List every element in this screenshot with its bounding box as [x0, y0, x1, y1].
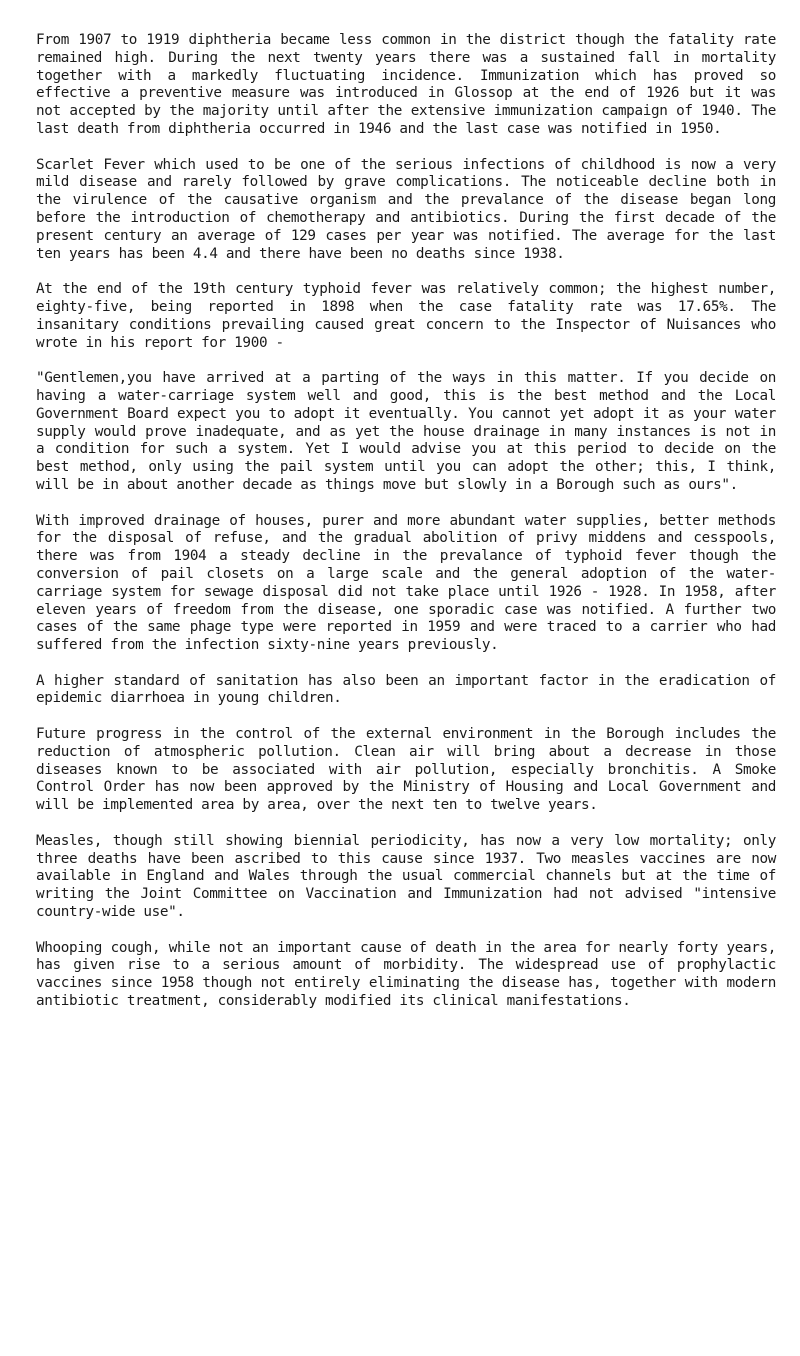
document-page	[36, 32, 776, 1029]
paragraph-drainage: With improved drainage of houses, purer and more abundant water supplies, better methods for the disposal of refuse, and the gradual abolition of privy middens and cesspools, there was from 1904 a steady decline in the prevalance of typhoid fever though the conversion of pail closets on a large scale and the general adoption of the water-carriage system for sewage disposal did not take place until 1926 - 1928. In 1958, after eleven years of freedom from the disease, one sporadic case was notified. A further two cases of the same phage type were reported in 1959 and were traced to a carrier who had suffered from the infection sixty-nine years previously.	[36, 512, 776, 654]
paragraph-inspector-quote: "Gentlemen,you have arrived at a parting of the ways in this matter. If you decide on having a water-carriage system well and good, this is the best method and the Local Government Board expect you to adopt it eventually. You cannot yet adopt it as your water supply would prove inadequate, and as yet the house drainage in many instances is not in a condition for such a system. Yet I would advise you at this period to decide on the best method, only using the pail system until you can adopt the other; this, I think, will be in about another decade as things move but slowly in a Borough such as ours".	[36, 370, 776, 493]
paragraph-scarlet-fever: Scarlet Fever which used to be one of the serious infections of childhood is now a very mild disease and rarely followed by grave complications. The noticeable decline both in the virulence of the causative organism and the prevalance of the disease began long before the introduction of chemotherapy and antibiotics. During the first decade of the present century an average of 129 cases per year was notified. The average for the last ten years has been 4.4 and there have been no deaths since 1938.	[36, 156, 776, 262]
paragraph-whooping-cough: Whooping cough, while not an important cause of death in the area for nearly forty years, has given rise to a serious amount of morbidity. The widespread use of prophylactic vaccines since 1958 though not entirely eliminating the disease has, together with modern antibiotic treatment, considerably modified its clinical manifestations.	[36, 939, 776, 1010]
paragraph-sanitation: A higher standard of sanitation has also been an important factor in the eradication of epidemic diarrhoea in young children.	[36, 672, 776, 707]
paragraph-air-pollution: Future progress in the control of the external environment in the Borough includes the reduction of atmospheric pollution. Clean air will bring about a decrease in those diseases known to be associated with air pollution, especially bronchitis. A Smoke Control Order has now been approved by the Ministry of Housing and Local Government and will be implemented area by area, over the next ten to twelve years.	[36, 726, 776, 814]
paragraph-measles: Measles, though still showing biennial periodicity, has now a very low mortality; only three deaths have been ascribed to this cause since 1937. Two measles vaccines are now available in England and Wales through the usual commercial channels but at the time of writing the Joint Committee on Vaccination and Immunization had not advised "intensive country-wide use".	[36, 832, 776, 921]
paragraph-diphtheria: From 1907 to 1919 diphtheria became less common in the district though the fatality rate remained high. During the next twenty years there was a sustained fall in mortality together with a markedly fluctuating incidence. Immunization which has proved so effective a preventive measure was introduced in Glossop at the end of 1926 but it was not accepted by the majority until after the extensive immunization campaign of 1940. The last death from diphtheria occurred in 1946 and the last case was notified in 1950.	[36, 32, 776, 137]
paragraph-typhoid-fever: At the end of the 19th century typhoid fever was relatively common; the highest number, eighty-five, being reported in 1898 when the case fatality rate was 17.65%. The insanitary conditions prevailing caused great concern to the Inspector of Nuisances who wrote in his report for 1900 -	[36, 281, 776, 351]
